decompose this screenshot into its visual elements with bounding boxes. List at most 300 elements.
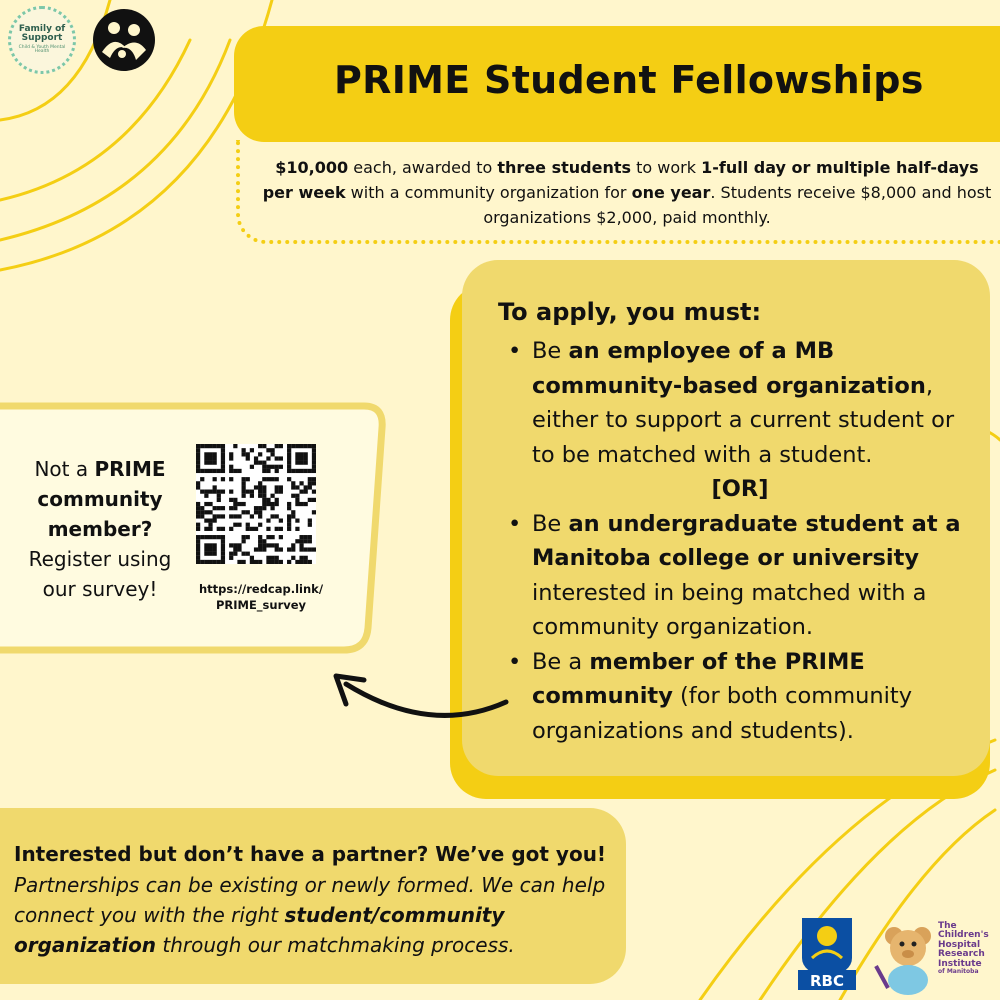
qr-module: [287, 560, 291, 564]
qr-module: [217, 535, 221, 539]
survey-prompt-bold: PRIME community member?: [37, 457, 166, 541]
qr-module: [291, 514, 295, 518]
requirement-employee-pre: Be: [532, 338, 569, 364]
qr-module: [237, 543, 241, 547]
qr-module: [200, 444, 204, 448]
qr-module: [287, 514, 291, 518]
requirement-student: [506, 507, 974, 645]
qr-module: [254, 456, 258, 460]
qr-module: [262, 494, 266, 498]
qr-module: [279, 527, 283, 531]
qr-module: [258, 490, 262, 494]
qr-module: [213, 452, 217, 456]
qr-module: [221, 448, 225, 452]
qr-module: [242, 539, 246, 543]
rbc-logo: [798, 914, 856, 990]
qr-module: [275, 485, 279, 489]
chrim-logo-text: [938, 922, 998, 975]
qr-module: [304, 539, 308, 543]
qr-module: [266, 456, 270, 460]
qr-module: [208, 535, 212, 539]
qr-module: [295, 498, 299, 502]
qr-module: [217, 514, 221, 518]
qr-module: [200, 490, 204, 494]
qr-module: [229, 498, 233, 502]
qr-module: [246, 552, 250, 556]
qr-module: [221, 552, 225, 556]
qr-module: [266, 527, 270, 531]
qr-module: [312, 498, 316, 502]
qr-module: [208, 502, 212, 506]
qr-module: [262, 469, 266, 473]
qr-module: [229, 456, 233, 460]
qr-module: [308, 518, 312, 522]
chrim-line-2: Children's: [938, 930, 989, 941]
qr-module: [204, 444, 208, 448]
qr-module: [262, 477, 266, 481]
qr-module: [287, 465, 291, 469]
qr-module: [233, 523, 237, 527]
qr-module: [291, 444, 295, 448]
qr-module: [275, 514, 279, 518]
survey-qr-code[interactable]: [196, 444, 316, 564]
requirement-employee-bold: an employee of a MB community-based organization: [532, 338, 926, 399]
qr-module: [246, 452, 250, 456]
qr-module: [217, 494, 221, 498]
qr-module: [266, 465, 270, 469]
qr-module: [287, 506, 291, 510]
qr-module: [208, 490, 212, 494]
qr-module: [308, 498, 312, 502]
qr-module: [304, 490, 308, 494]
requirement-member-post: (for both community organizations and students).: [532, 683, 913, 744]
title-banner: [234, 26, 1000, 142]
qr-module: [221, 560, 225, 564]
qr-module: [312, 490, 316, 494]
qr-module: [308, 535, 312, 539]
qr-module: [279, 485, 283, 489]
qr-module: [291, 494, 295, 498]
qr-module: [299, 481, 303, 485]
qr-module: [304, 502, 308, 506]
qr-module: [299, 490, 303, 494]
requirement-student-bold: an undergraduate student at a Manitoba college or university: [532, 510, 961, 571]
qr-module: [275, 543, 279, 547]
funding-amount: $10,000: [275, 158, 349, 177]
rbc-logo-text: RBC: [810, 972, 844, 990]
qr-module: [312, 448, 316, 452]
requirement-student-pre: Be: [532, 510, 569, 537]
qr-module: [196, 527, 200, 531]
qr-module: [287, 518, 291, 522]
qr-module: [213, 490, 217, 494]
qr-module: [208, 444, 212, 448]
qr-module: [258, 539, 262, 543]
qr-module: [291, 481, 295, 485]
qr-module: [308, 444, 312, 448]
qr-module: [196, 523, 200, 527]
qr-module: [204, 543, 208, 547]
qr-module: [221, 527, 225, 531]
qr-module: [242, 535, 246, 539]
qr-module: [270, 514, 274, 518]
qr-module: [291, 556, 295, 560]
qr-module: [242, 510, 246, 514]
qr-module: [246, 490, 250, 494]
qr-module: [233, 498, 237, 502]
qr-module: [262, 539, 266, 543]
qr-module: [196, 552, 200, 556]
survey-prompt-pre: Not a: [34, 457, 95, 481]
qr-module: [246, 535, 250, 539]
survey-link-line1: https://redcap.link/: [198, 582, 324, 596]
qr-module: [196, 543, 200, 547]
chrim-line-1: The: [938, 921, 957, 931]
qr-module: [266, 498, 270, 502]
qr-module: [266, 556, 270, 560]
qr-module: [275, 444, 279, 448]
qr-module: [196, 469, 200, 473]
qr-module: [299, 456, 303, 460]
qr-module: [295, 502, 299, 506]
qr-module: [242, 452, 246, 456]
qr-module: [312, 444, 316, 448]
qr-module: [262, 506, 266, 510]
qr-module: [295, 527, 299, 531]
qr-module: [258, 444, 262, 448]
qr-module: [250, 556, 254, 560]
qr-module: [304, 556, 308, 560]
qr-module: [204, 490, 208, 494]
qr-module: [221, 490, 225, 494]
qr-module: [266, 543, 270, 547]
qr-module: [270, 560, 274, 564]
funding-text-3: with a community organization for: [345, 182, 632, 202]
qr-module: [270, 535, 274, 539]
qr-module: [208, 510, 212, 514]
qr-module: [221, 469, 225, 473]
qr-module: [221, 556, 225, 560]
qr-module: [242, 502, 246, 506]
qr-module: [299, 461, 303, 465]
qr-module: [217, 469, 221, 473]
qr-module: [213, 535, 217, 539]
qr-module: [250, 527, 254, 531]
chrim-line-5: Institute: [938, 958, 982, 969]
family-of-support-logo-line2: Support: [21, 33, 63, 44]
qr-module: [266, 535, 270, 539]
qr-module: [213, 485, 217, 489]
partner-heading: Interested but don’t have a partner? We’ve got you!: [14, 842, 607, 866]
qr-module: [250, 494, 254, 498]
qr-module: [233, 444, 237, 448]
qr-module: [204, 527, 208, 531]
qr-module: [262, 498, 266, 502]
qr-module: [279, 456, 283, 460]
qr-module: [258, 494, 262, 498]
qr-module: [304, 456, 308, 460]
qr-module: [275, 502, 279, 506]
qr-module: [270, 448, 274, 452]
qr-module: [258, 510, 262, 514]
qr-module: [266, 518, 270, 522]
qr-module: [258, 481, 262, 485]
qr-module: [196, 535, 200, 539]
qr-module: [196, 461, 200, 465]
qr-module: [233, 502, 237, 506]
qr-module: [279, 535, 283, 539]
qr-module: [262, 490, 266, 494]
qr-module: [217, 498, 221, 502]
qr-module: [275, 556, 279, 560]
qr-module: [242, 477, 246, 481]
qr-module: [308, 547, 312, 551]
qr-module: [262, 461, 266, 465]
qr-module: [196, 481, 200, 485]
qr-module: [200, 514, 204, 518]
qr-module: [287, 469, 291, 473]
qr-module: [233, 506, 237, 510]
qr-module: [299, 535, 303, 539]
qr-module: [266, 448, 270, 452]
qr-module: [242, 560, 246, 564]
qr-module: [287, 452, 291, 456]
qr-module: [213, 461, 217, 465]
qr-module: [233, 552, 237, 556]
qr-module: [204, 469, 208, 473]
partner-body: [14, 870, 614, 960]
qr-module: [213, 552, 217, 556]
qr-module: [213, 518, 217, 522]
qr-module: [221, 535, 225, 539]
survey-link-line2: PRIME_survey: [215, 597, 307, 612]
qr-module: [200, 469, 204, 473]
qr-module: [308, 481, 312, 485]
qr-module: [304, 547, 308, 551]
qr-module: [287, 547, 291, 551]
qr-module: [291, 543, 295, 547]
qr-module: [287, 502, 291, 506]
qr-module: [275, 498, 279, 502]
qr-module: [279, 444, 283, 448]
qr-module: [312, 510, 316, 514]
qr-module: [308, 477, 312, 481]
qr-module: [229, 490, 233, 494]
qr-module: [213, 560, 217, 564]
qr-module: [299, 539, 303, 543]
qr-module: [266, 560, 270, 564]
qr-module: [229, 477, 233, 481]
qr-module: [304, 485, 308, 489]
qr-module: [208, 543, 212, 547]
qr-module: [217, 444, 221, 448]
qr-module: [258, 547, 262, 551]
qr-module: [229, 514, 233, 518]
qr-module: [208, 523, 212, 527]
qr-module: [213, 456, 217, 460]
qr-module: [229, 469, 233, 473]
qr-module: [254, 527, 258, 531]
funding-text-1: each, awarded to: [348, 158, 498, 177]
qr-module: [237, 560, 241, 564]
qr-module: [258, 461, 262, 465]
qr-module: [217, 527, 221, 531]
qr-module: [204, 510, 208, 514]
qr-module: [275, 469, 279, 473]
qr-module: [242, 494, 246, 498]
survey-link[interactable]: [186, 582, 336, 613]
qr-module: [200, 560, 204, 564]
qr-module: [250, 514, 254, 518]
qr-module: [196, 456, 200, 460]
qr-module: [308, 485, 312, 489]
qr-module: [213, 547, 217, 551]
qr-module: [204, 560, 208, 564]
qr-module: [270, 556, 274, 560]
qr-module: [208, 461, 212, 465]
qr-module: [213, 514, 217, 518]
qr-module: [208, 452, 212, 456]
qr-module: [204, 494, 208, 498]
qr-module: [304, 461, 308, 465]
qr-module: [254, 485, 258, 489]
qr-module: [221, 456, 225, 460]
qr-module: [308, 469, 312, 473]
qr-module: [287, 461, 291, 465]
qr-module: [287, 448, 291, 452]
qr-module: [295, 539, 299, 543]
qr-module: [196, 502, 200, 506]
qr-module: [229, 465, 233, 469]
qr-module: [275, 490, 279, 494]
qr-module: [217, 560, 221, 564]
qr-module: [221, 444, 225, 448]
qr-module: [275, 560, 279, 564]
qr-module: [258, 560, 262, 564]
qr-module: [299, 452, 303, 456]
qr-module: [221, 465, 225, 469]
funding-recipients: three students: [497, 158, 632, 177]
qr-module: [287, 523, 291, 527]
qr-module: [275, 547, 279, 551]
qr-module: [254, 560, 258, 564]
qr-module: [312, 477, 316, 481]
qr-module: [279, 560, 283, 564]
qr-module: [213, 469, 217, 473]
qr-module: [308, 523, 312, 527]
qr-module: [279, 547, 283, 551]
qr-module: [200, 506, 204, 510]
qr-module: [291, 485, 295, 489]
qr-module: [270, 465, 274, 469]
funding-duration: one year: [631, 182, 711, 202]
qr-module: [250, 490, 254, 494]
qr-module: [275, 465, 279, 469]
qr-module: [250, 560, 254, 564]
qr-module: [246, 527, 250, 531]
qr-module: [196, 510, 200, 514]
qr-module: [221, 543, 225, 547]
qr-module: [270, 494, 274, 498]
qr-module: [208, 560, 212, 564]
qr-module: [204, 456, 208, 460]
qr-module: [295, 560, 299, 564]
requirement-employee: [506, 334, 974, 472]
qr-module: [291, 510, 295, 514]
qr-module: [254, 510, 258, 514]
qr-module: [258, 506, 262, 510]
qr-module: [237, 469, 241, 473]
qr-module: [312, 547, 316, 551]
qr-module: [237, 502, 241, 506]
partner-body-post: through our matchmaking process.: [156, 933, 515, 957]
qr-module: [312, 465, 316, 469]
qr-module: [295, 518, 299, 522]
chrim-sub: of Manitoba: [938, 968, 979, 976]
qr-module: [237, 514, 241, 518]
qr-module: [233, 514, 237, 518]
requirement-student-post: interested in being matched with a community organization.: [532, 579, 927, 640]
qr-module: [262, 547, 266, 551]
qr-module: [246, 523, 250, 527]
qr-module: [242, 490, 246, 494]
qr-module: [270, 477, 274, 481]
qr-module: [299, 543, 303, 547]
qr-module: [204, 535, 208, 539]
qr-module: [254, 461, 258, 465]
qr-module: [312, 469, 316, 473]
qr-module: [275, 456, 279, 460]
qr-module: [295, 485, 299, 489]
qr-module: [213, 444, 217, 448]
qr-module: [229, 543, 233, 547]
qr-module: [304, 452, 308, 456]
funding-info: [262, 156, 992, 230]
qr-module: [221, 452, 225, 456]
qr-module: [308, 560, 312, 564]
qr-module: [308, 539, 312, 543]
qr-module: [258, 523, 262, 527]
qr-module: [196, 465, 200, 469]
qr-module: [295, 494, 299, 498]
qr-module: [233, 469, 237, 473]
qr-module: [250, 465, 254, 469]
qr-module: [229, 506, 233, 510]
apply-requirements-list: [506, 334, 974, 748]
qr-module: [204, 461, 208, 465]
qr-module: [221, 539, 225, 543]
qr-module: [262, 543, 266, 547]
qr-module: [258, 485, 262, 489]
qr-module: [229, 552, 233, 556]
qr-module: [299, 502, 303, 506]
qr-module: [200, 510, 204, 514]
chrim-line-3: Hospital: [938, 939, 981, 950]
qr-module: [208, 527, 212, 531]
qr-module: [266, 469, 270, 473]
qr-module: [304, 444, 308, 448]
qr-module: [262, 485, 266, 489]
qr-module: [242, 481, 246, 485]
qr-module: [295, 444, 299, 448]
qr-module: [250, 448, 254, 452]
qr-module: [221, 506, 225, 510]
qr-module: [262, 502, 266, 506]
funding-text-4: . Students receive $8,000 and host organizations $2,000, paid monthly.: [483, 182, 992, 227]
qr-module: [258, 535, 262, 539]
qr-module: [196, 514, 200, 518]
qr-module: [246, 456, 250, 460]
